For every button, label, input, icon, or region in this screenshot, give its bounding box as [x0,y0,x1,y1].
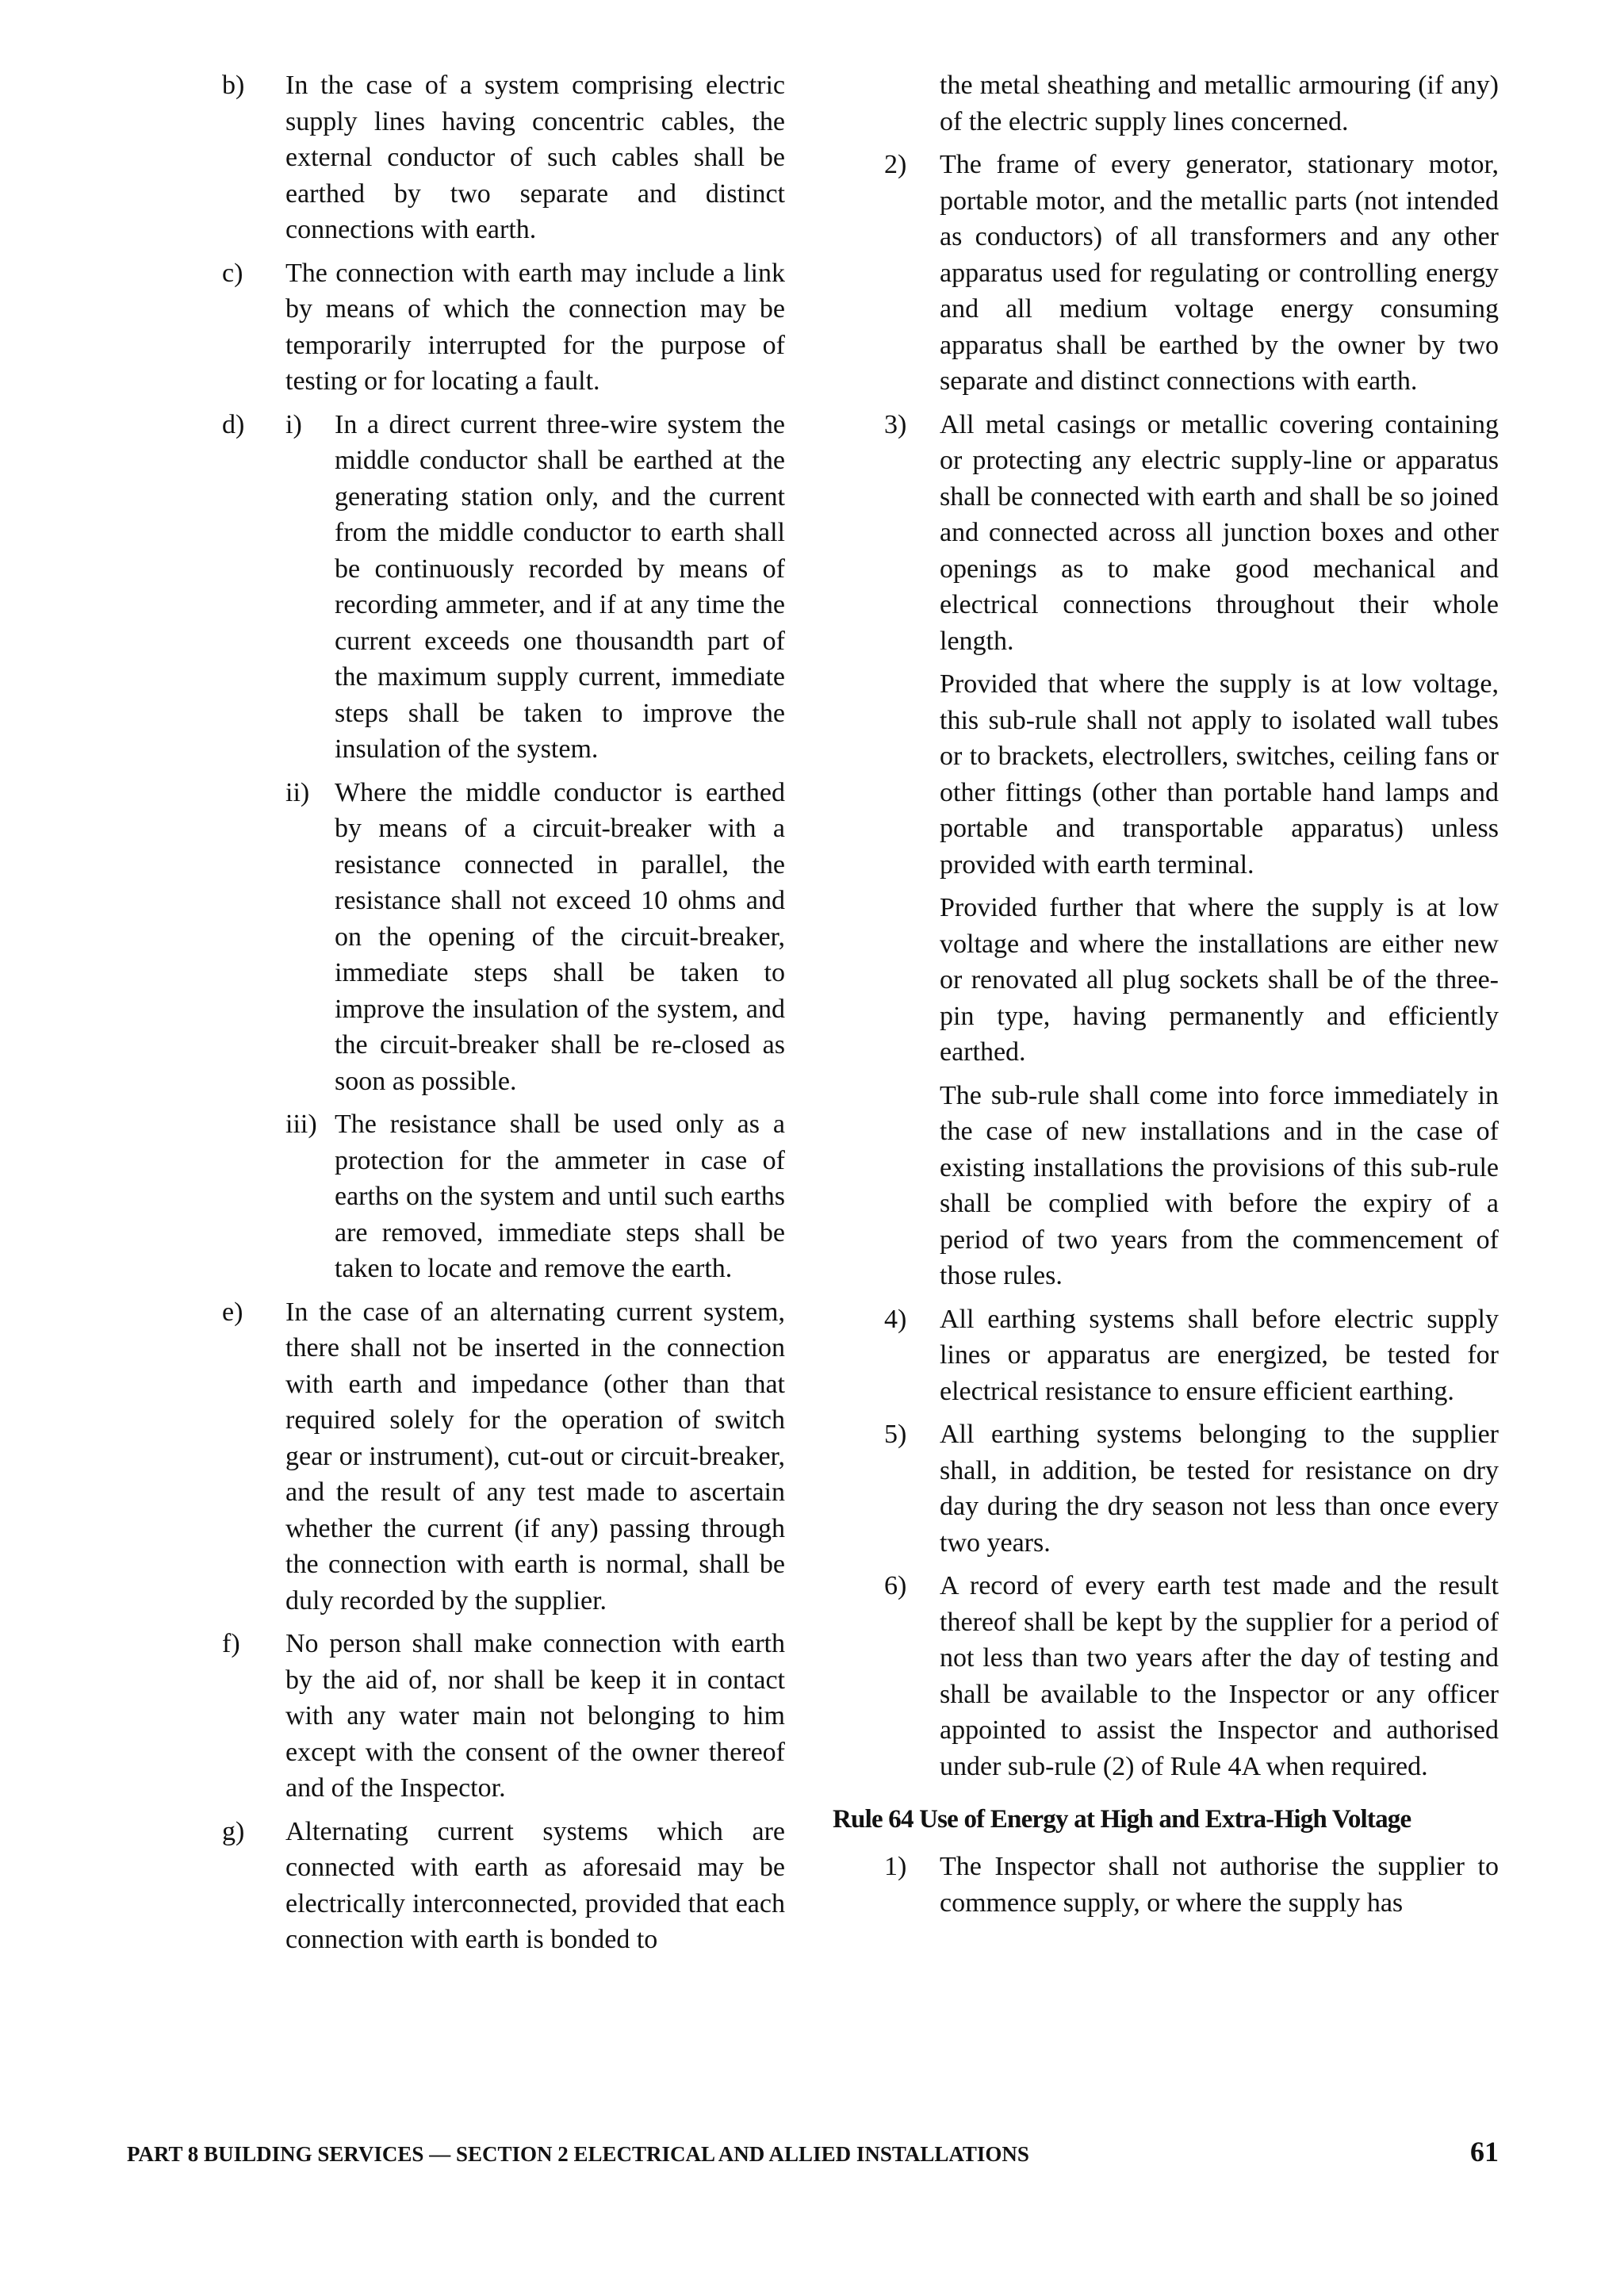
clause-d [222,407,785,1287]
sub-rule-text: All metal casings or metallic covering containing or protecting any electric supply-line or apparatus shall be connected with earth and shall be so joined and connected across all junction boxes and other openings as to make good mechanical and electrical connections throughout their whole length. [940,409,1499,656]
sub-rule-text: All earthing systems shall before electric supply lines or apparatus are energized, be tested for electrical resistance to ensure efficient earthing. [940,1304,1499,1406]
sub-clause-text: In a direct current three-wire system the middle conductor shall be earthed at the generating station only, and the current from the middle conductor to earth shall be continuously recorded by means of recording ammeter, and if at any time the current exceeds one thousandth part of the maximum supply current, immediate steps shall be taken to improve the insulation of the system. [335,409,785,764]
sub-rule-label: 3) [884,409,907,439]
clause-text: In the case of a system comprising electric supply lines having concentric cables, the external conductor of such cables shall be earthed by two separate and distinct connections with earth. [285,71,785,244]
clause-label: f) [222,1629,240,1658]
sub-clause-label: iii) [285,1110,317,1139]
clause-g [222,1814,785,1958]
sub-clause-label: ii) [285,777,310,807]
proviso-3: The sub-rule shall come into force immediately in the case of new installations and in the case of existing installations the provisions of this sub-rule shall be complied with before the expiry of a period of two years from the commencement of those rules. [940,1080,1499,1290]
sub-clause-i [285,407,785,768]
clause-text: Alternating current systems which are connected with earth as aforesaid may be electrically interconnected, provided that each connection with earth is bonded to [285,1816,785,1954]
clause-e [222,1294,785,1619]
page-number: 61 [1470,2136,1499,2167]
sub-rule-label: 1) [884,1852,907,1881]
right-column [833,67,1499,1928]
sub-rule-6 [833,1568,1499,1784]
clause-text: No person shall make connection with earth by the aid of, nor shall be keep it in contact with any water main not belonging to him except with the consent of the owner thereof and of the Inspector. [285,1629,785,1803]
clause-label: c) [222,258,243,288]
sub-rule-text: A record of every earth test made and the result thereof shall be kept by the supplier for a period of not less than two years after the day of testing and shall be available to the Inspector or any officer appointed to assist the Inspector and authorised under sub-rule (2) of Rule 4A when required. [940,1571,1499,1781]
sub-rule-label: 4) [884,1304,907,1334]
sub-rule-4 [833,1301,1499,1410]
clause-b [222,67,785,248]
sub-rule-label: 5) [884,1420,907,1449]
clause-text: In the case of an alternating current system, there shall not be inserted in the connection with earth and impedance (other than that required solely for the operation of switch gear or instrument), cut-out or circuit-breaker, and the result of any test made to ascertain whether the current (if any) passing through the connection with earth is normal, shall be duly recorded by the supplier. [285,1297,785,1616]
sub-rule-2 [833,147,1499,400]
sub-rule-3 [833,407,1499,660]
page-footer [127,2137,1499,2168]
continuation-text: the metal sheathing and metallic armouring (if any) of the electric supply lines concerned. [940,71,1499,136]
sub-clause-ii [285,775,785,1100]
sub-clause-label: i) [285,409,302,439]
clause-label: d) [222,409,245,439]
sub-rule-text: The frame of every generator, stationary motor, portable motor, and the metallic parts (not intended as conductors) of all transformers and any other apparatus used for regulating or controlling energy and all medium voltage energy consuming apparatus shall be earthed by the owner by two separate and distinct connections with earth. [940,150,1499,396]
sub-rule-text: The Inspector shall not authorise the supplier to commence supply, or where the supply has [940,1852,1499,1918]
sub-clause-text: The resistance shall be used only as a protection for the ammeter in case of earths on the system and until such earths are removed, immediate steps shall be taken to locate and remove the earth. [335,1110,785,1283]
proviso-2: Provided further that where the supply is at low voltage and where the installations are either new or renovated all plug sockets shall be of the three-pin type, having permanently and efficiently earthed. [940,893,1499,1067]
rule-64-sub-rule-1 [833,1849,1499,1921]
clause-label: e) [222,1297,243,1327]
running-title: PART 8 BUILDING SERVICES — SECTION 2 ELECTRICAL AND ALLIED INSTALLATIONS [127,2142,1029,2166]
clause-text: The connection with earth may include a link by means of which the connection may be temporarily interrupted for the purpose of testing or for locating a fault. [285,258,785,396]
rule-64-heading: Rule 64 Use of Energy at High and Extra-High Voltage [833,1805,1411,1834]
sub-rule-5 [833,1416,1499,1561]
sub-rule-label: 6) [884,1571,907,1600]
clause-label: b) [222,71,245,100]
left-column [222,67,785,1965]
sub-rule-label: 2) [884,150,907,179]
sub-clause-text: Where the middle conductor is earthed by means of a circuit-breaker with a resistance connected in parallel, the resistance shall not exceed 10 ohms and on the opening of the circuit-breaker, immediate steps shall be taken to improve the insulation of the system, and the circuit-breaker shall be re-closed as soon as possible. [335,777,785,1096]
proviso-1: Provided that where the supply is at low voltage, this sub-rule shall not apply to isolated wall tubes or to brackets, electrollers, switches, ceiling fans or other fittings (other than portable hand lamps and portable and transportable apparatus) unless provided with earth terminal. [940,669,1499,880]
clause-label: g) [222,1816,245,1846]
clause-c [222,255,785,400]
sub-clause-iii [285,1106,785,1287]
sub-rule-text: All earthing systems belonging to the supplier shall, in addition, be tested for resistance on dry day during the dry season not less than once every two years. [940,1420,1499,1558]
clause-f [222,1626,785,1807]
